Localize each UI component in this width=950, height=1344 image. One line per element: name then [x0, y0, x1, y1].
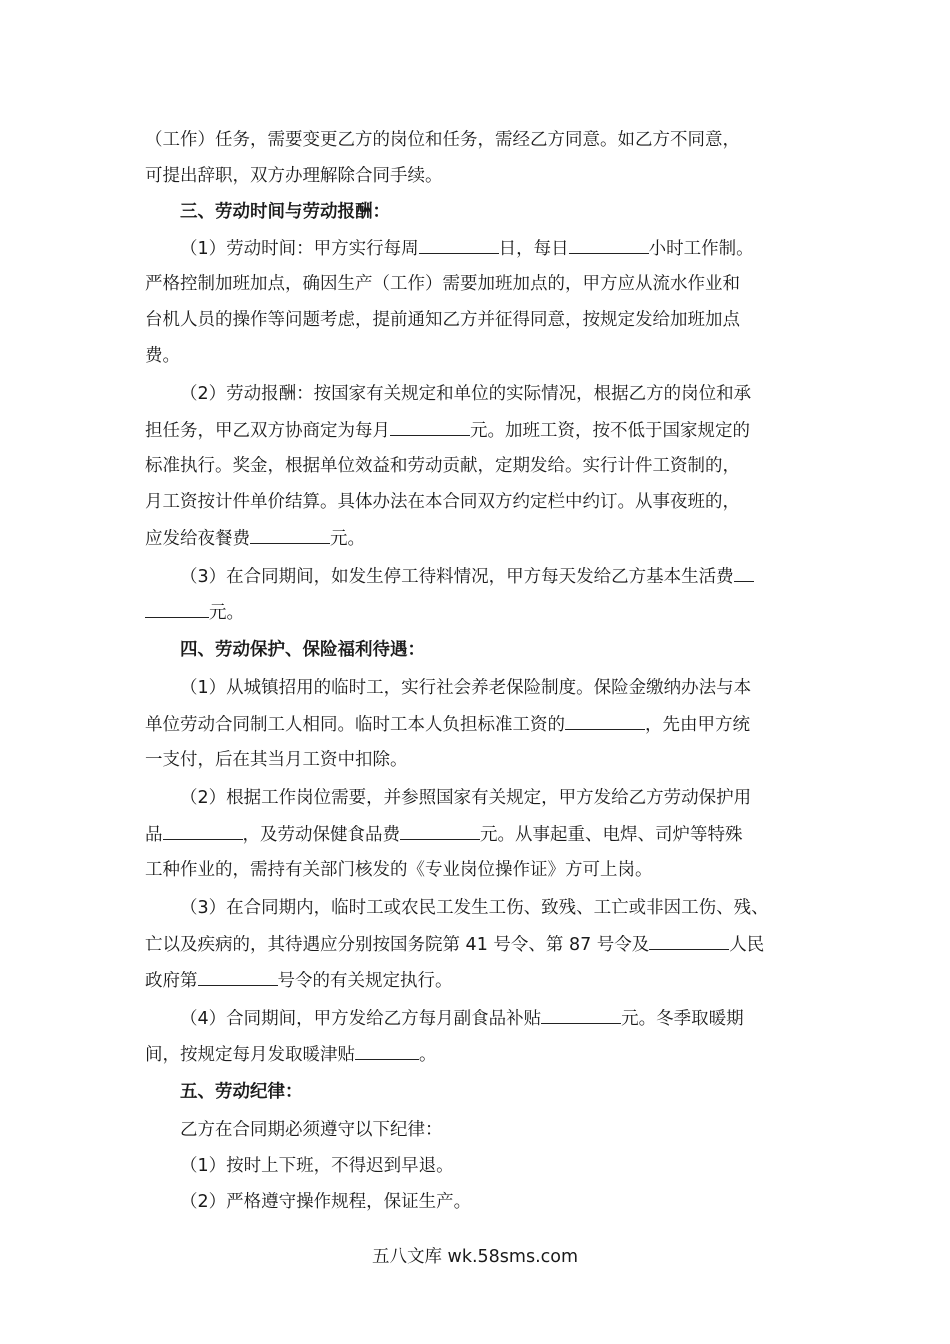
text: 人民 — [729, 935, 765, 955]
paragraph-line — [0, 858, 950, 882]
paragraph-line — [0, 344, 950, 368]
section-heading-4 — [0, 638, 950, 662]
text: 亡以及疾病的，其待遇应分别按国务院第 41 号令、第 87 号令及 — [145, 935, 650, 955]
text: ，先由甲方统 — [645, 715, 750, 735]
paragraph-line — [0, 1006, 950, 1031]
text: 小时工作制。 — [648, 239, 754, 259]
text: （2）严格遵守操作规程，保证生产。 — [180, 1192, 472, 1212]
blank-field — [400, 822, 480, 840]
text: （工作）任务，需要变更乙方的岗位和任务，需经乙方同意。如乙方不同意， — [145, 130, 740, 150]
heading-text: 三、劳动时间与劳动报酬： — [180, 202, 390, 222]
text: 应发给夜餐费 — [145, 529, 250, 549]
text: 元。加班工资，按不低于国家规定的 — [470, 421, 750, 441]
text: （3）在合同期间，如发生停工待料情况，甲方每天发给乙方基本生活费 — [180, 567, 734, 587]
text: 乙方在合同期必须遵守以下纪律： — [180, 1120, 443, 1140]
text: 间，按规定每月发取暖津贴 — [145, 1045, 355, 1065]
text: 严格控制加班加点，确因生产（工作）需要加班加点的，甲方应从流水作业和 — [145, 274, 740, 294]
text: 工种作业的，需持有关部门核发的《专业岗位操作证》方可上岗。 — [145, 860, 653, 880]
blank-field — [355, 1042, 419, 1060]
paragraph-line — [0, 164, 950, 188]
paragraph-line — [0, 786, 950, 810]
text: 元。 — [330, 529, 365, 549]
text: 标准执行。奖金，根据单位效益和劳动贡献，定期发给。实行计件工资制的， — [145, 456, 740, 476]
list-item — [0, 1154, 950, 1178]
paragraph-line — [0, 822, 950, 847]
text: 元。冬季取暖期 — [621, 1009, 744, 1029]
text: 政府第 — [145, 971, 198, 991]
blank-field — [541, 1006, 621, 1024]
text: 元。从事起重、电焊、司炉等特殊 — [480, 825, 743, 845]
text: （4）合同期间，甲方发给乙方每月副食品补贴 — [180, 1009, 542, 1029]
text: （2）根据工作岗位需要，并参照国家有关规定，甲方发给乙方劳动保护用 — [180, 788, 752, 808]
blank-field — [390, 418, 470, 436]
blank-field — [145, 600, 209, 618]
list-item — [0, 1190, 950, 1214]
text: （3）在合同期内，临时工或农民工发生工伤、致残、工亡或非因工伤、残、 — [180, 898, 769, 918]
blank-field — [163, 822, 243, 840]
heading-text: 四、劳动保护、保险福利待遇： — [180, 640, 425, 660]
footer-watermark — [0, 1243, 950, 1268]
paragraph-line — [0, 308, 950, 332]
blank-field — [649, 932, 729, 950]
text: 担任务，甲乙双方协商定为每月 — [145, 421, 390, 441]
paragraph-line — [0, 748, 950, 772]
paragraph-line — [0, 418, 950, 443]
paragraph-line — [0, 1042, 950, 1067]
text: 可提出辞职，双方办理解除合同手续。 — [145, 166, 443, 186]
paragraph-line — [0, 236, 950, 261]
paragraph-line — [0, 564, 950, 589]
footer-text: 五八文库 wk.58sms.com — [371, 1247, 579, 1267]
blank-field — [734, 564, 754, 582]
text: ，及劳动保健食品费 — [242, 825, 400, 845]
section-heading-5 — [0, 1080, 950, 1104]
text: （1）劳动时间：甲方实行每周 — [180, 239, 419, 259]
paragraph-line — [0, 382, 950, 406]
blank-field — [419, 236, 499, 254]
blank-field — [250, 526, 330, 544]
text: 单位劳动合同制工人相同。临时工本人负担标准工资的 — [145, 715, 565, 735]
text: （1）从城镇招用的临时工，实行社会养老保险制度。保险金缴纳办法与本 — [180, 678, 752, 698]
text: （1）按时上下班，不得迟到早退。 — [180, 1156, 454, 1176]
paragraph-line — [0, 128, 950, 152]
paragraph-line — [0, 676, 950, 700]
blank-field — [565, 712, 645, 730]
text: 号令的有关规定执行。 — [277, 971, 453, 991]
paragraph-line — [0, 454, 950, 478]
text: 品 — [145, 825, 163, 845]
blank-field — [569, 236, 649, 254]
heading-text: 五、劳动纪律： — [180, 1082, 303, 1102]
paragraph-line — [0, 932, 950, 957]
paragraph-line — [0, 1118, 950, 1142]
text: 台机人员的操作等问题考虑，提前通知乙方并征得同意，按规定发给加班加点 — [145, 310, 740, 330]
paragraph-line — [0, 272, 950, 296]
text: 。 — [419, 1045, 437, 1065]
section-heading-3 — [0, 200, 950, 224]
text: 日，每日 — [498, 239, 569, 259]
text: 费。 — [145, 346, 180, 366]
paragraph-line — [0, 896, 950, 920]
blank-field — [198, 968, 278, 986]
paragraph-line — [0, 600, 950, 625]
text: 一支付，后在其当月工资中扣除。 — [145, 750, 408, 770]
paragraph-line — [0, 712, 950, 737]
paragraph-line — [0, 490, 950, 514]
paragraph-line — [0, 968, 950, 993]
text: 月工资按计件单价结算。具体办法在本合同双方约定栏中约订。从事夜班的， — [145, 492, 740, 512]
text: 元。 — [209, 603, 244, 623]
text: （2）劳动报酬：按国家有关规定和单位的实际情况，根据乙方的岗位和承 — [180, 384, 752, 404]
paragraph-line — [0, 526, 950, 551]
